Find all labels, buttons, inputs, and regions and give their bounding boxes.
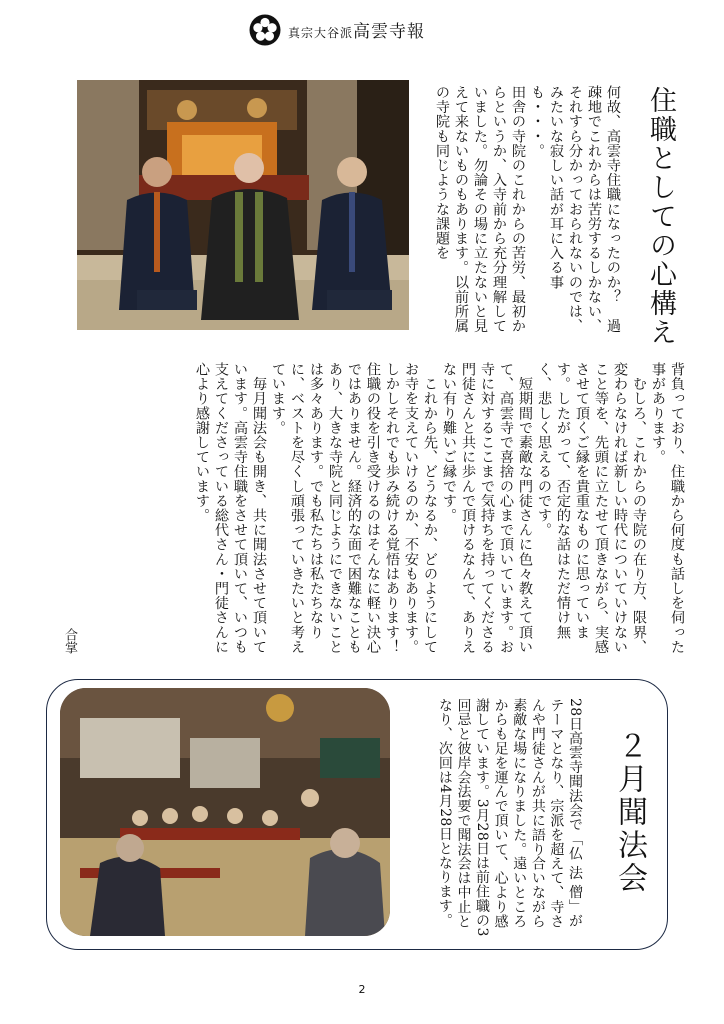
photo-priests-at-altar bbox=[77, 80, 409, 330]
article-title-monpoe: ２月聞法会 bbox=[612, 730, 647, 895]
article-body-bottom: 背負っており、住職から何度も話しを伺った事があります。 むしろ、これからの寺院の在り方、限界、変わらなければ新しい時代についていけないこと等を、先頭に立たせて頂きながら、実感させて頂くご縁を貴重なものに思っています。したがって、否定的な話はただ情け無く、悲しく思えるのです。 短期間で素敵な門徒さんに色々教えて頂いて、高雲寺で喜捨の心まで頂いています。お寺に対するここまで気持ちを持ってくださる門徒さんと共に歩んで頂けるなんて、ありえない有り難いご縁です。 これから先、どうなるか、どのようにしてお寺を支えていけるのか、不安もあります。しかしそれでも歩み続ける覚悟はあります！ 住職の役を引き受けるのはそんなに軽い決心ではありません。経済的な面で困難なこともあり、大きな寺院と同じようにできないことは多々あります。でも私たちは私たちなりに、ベストを尽くし頑張っていきたいと考えています。 毎月聞法会も開き、共に聞法させて頂いています。高雲寺住職をさせて頂いて、いつも支えてくださっている総代さん・門徒さんに心より感謝しています。 bbox=[194, 362, 685, 654]
page-number: 2 bbox=[358, 983, 366, 996]
newsletter-title bbox=[288, 20, 425, 44]
page-header bbox=[0, 14, 724, 50]
newsletter-title-sect: 真宗大谷派 bbox=[288, 26, 354, 40]
photo-dharma-meeting bbox=[60, 688, 390, 936]
article-title-jushoku: 住職としての心構え bbox=[645, 86, 676, 347]
newsletter-title-main: 高雲寺報 bbox=[353, 22, 426, 42]
closing-gassho: 合掌 bbox=[62, 628, 77, 654]
event-report-body: 28日高雲寺聞法会で「仏 法 僧」がテーマとなり、宗派を超えて、寺さんや門徒さんが共に語り合いながら素敵な場になりました。遠いところからも足を運んで頂いて、心より感謝しています。3月28日は前住職の3回忌と彼岸会法要で聞法会は中止となり、次回は4月28日となります。 bbox=[436, 698, 583, 937]
temple-crest-icon bbox=[249, 14, 281, 46]
article-body-top: 何故、高雲寺住職になったのか？ 過疎地でこれからは苦労するしかない、それすら分かっておられないのでは、みたいな寂しい話が耳に入る事も・・・。 田舎の寺院のこれからの苦労、最初からというか、入寺前から充分理解していました。勿論その場に立たないと見えて来ないものもあります。以前所属の寺院も同じような課題を bbox=[434, 85, 621, 334]
